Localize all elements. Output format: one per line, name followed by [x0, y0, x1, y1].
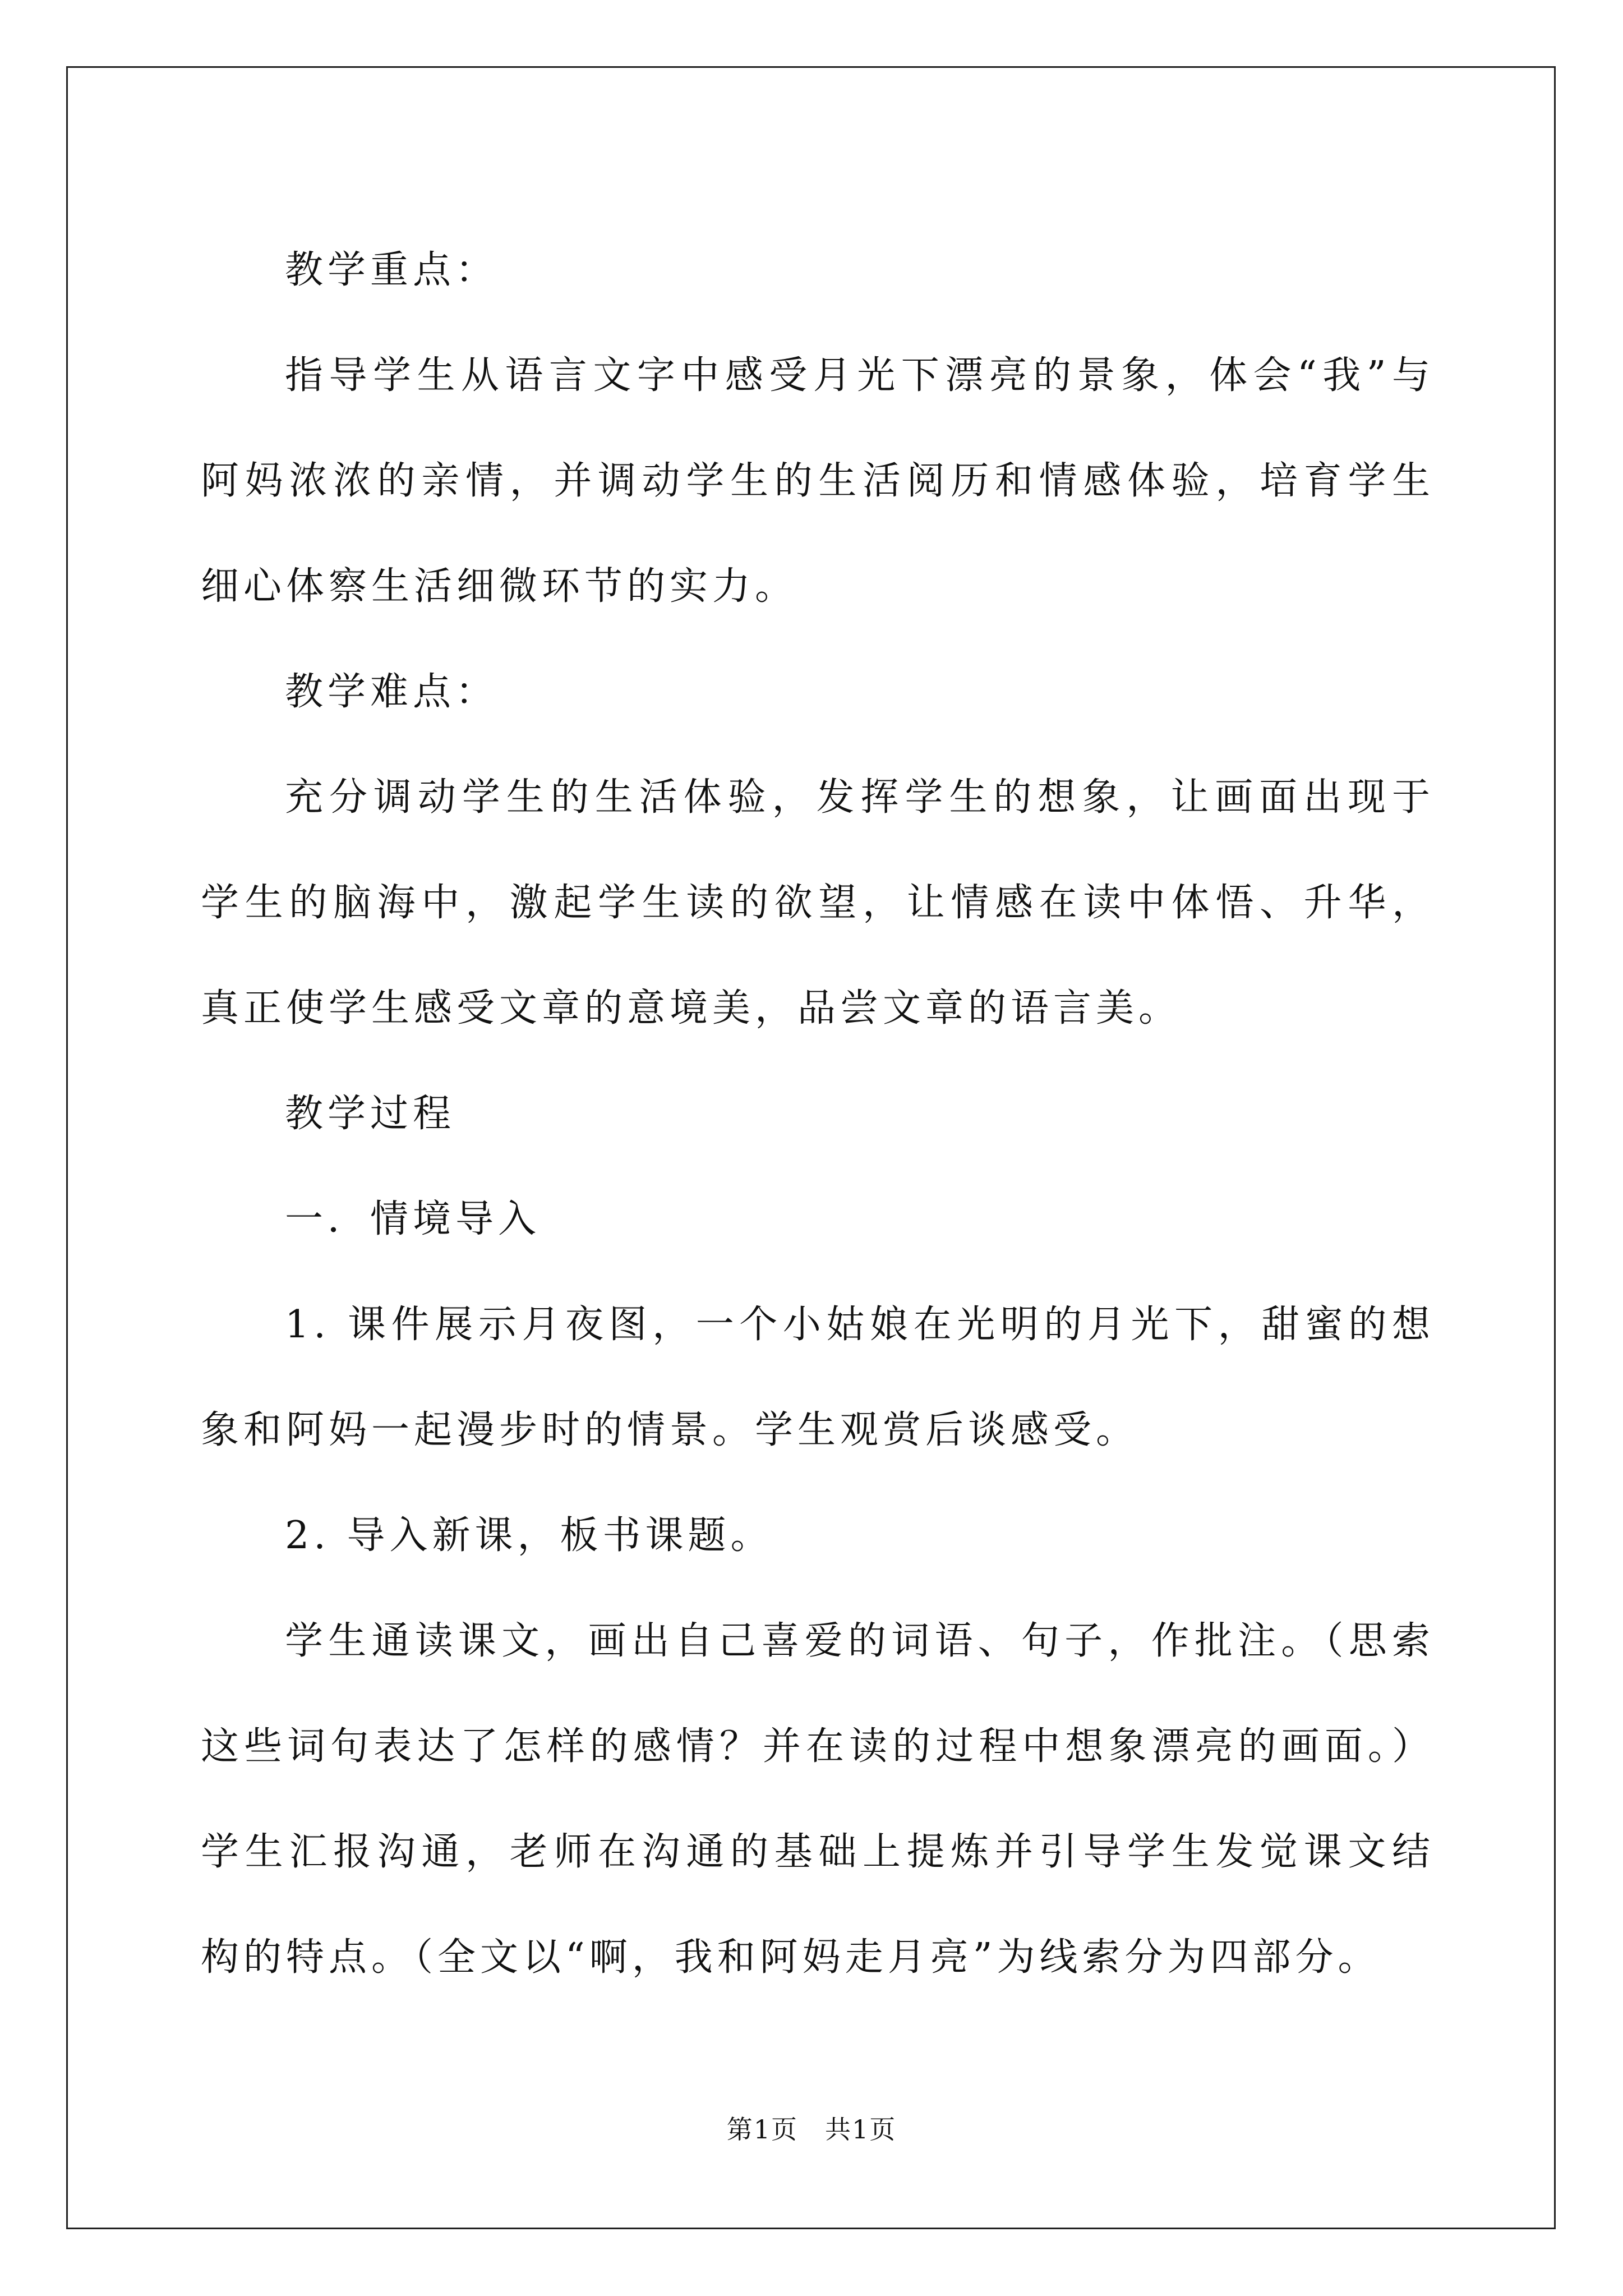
paragraph-teaching-focus: 指导学生从语言文字中感受月光下漂亮的景象，体会“我”与阿妈浓浓的亲情，并调动学生的生活阅历和情感体验，培育学生细心体察生活细微环节的实力。 — [201, 353, 1435, 609]
heading-teaching-focus: 教学重点： — [285, 248, 499, 292]
paragraph-teaching-difficulty: 充分调动学生的生活体验，发挥学生的想象，让画面出现于学生的脑海中，激起学生读的欲望，让情感在读中体悟、升华，真正使学生感受文章的意境美，品尝文章的语言美。 — [201, 775, 1435, 1030]
heading-section-one: 一．情境导入 — [285, 1197, 541, 1241]
document-body — [201, 218, 1435, 2010]
heading-teaching-difficulty: 教学难点： — [285, 670, 499, 714]
heading-teaching-process: 教学过程 — [285, 1092, 456, 1136]
page-footer: 第1页 共1页 — [726, 2114, 897, 2145]
paragraph-step-2: 2. 导入新课，板书课题。 — [285, 1513, 773, 1558]
paragraph-step-1: 1. 课件展示月夜图，一个小姑娘在光明的月光下，甜蜜的想象和阿妈一起漫步时的情景。学生观赏后谈感受。 — [201, 1303, 1435, 1452]
paragraph-reading: 学生通读课文，画出自己喜爱的词语、句子，作批注。（思索这些词句表达了怎样的感情？并在读的过程中想象漂亮的画面。）学生汇报沟通，老师在沟通的基础上提炼并引导学生发觉课文结构的特点。（全文以“啊，我和阿妈走月亮”为线索分为四部分。 — [201, 1619, 1435, 1980]
